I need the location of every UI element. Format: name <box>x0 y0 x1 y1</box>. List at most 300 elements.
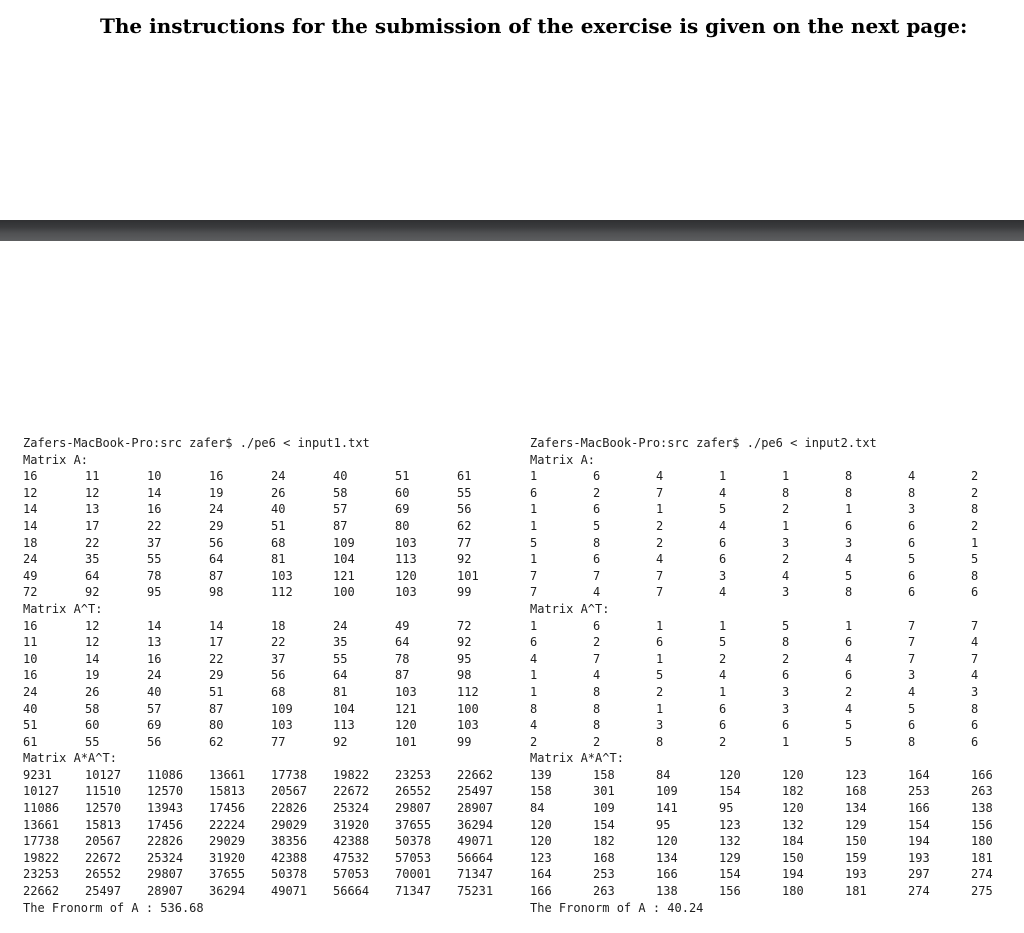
matrix-cell: 61 <box>457 469 472 484</box>
matrix-cell: 121 <box>395 701 417 716</box>
matrix-cell: 120 <box>530 834 552 849</box>
matrix-cell: 1 <box>530 552 538 567</box>
matrix-cell: 6 <box>908 718 916 733</box>
matrix-row <box>23 684 479 701</box>
matrix-cell: 95 <box>147 585 162 600</box>
matrix-cell: 139 <box>530 767 552 782</box>
matrix-cell: 11 <box>23 635 38 650</box>
matrix-cell: 164 <box>908 767 930 782</box>
matrix-cell: 51 <box>271 518 286 533</box>
matrix-cell: 57 <box>333 502 348 517</box>
matrix-cell: 5 <box>593 518 601 533</box>
matrix-cell: 71347 <box>457 867 494 882</box>
matrix-cell: 101 <box>457 568 479 583</box>
matrix-cell: 87 <box>395 668 410 683</box>
matrix-cell: 6 <box>656 635 664 650</box>
matrix-cell: 1 <box>530 518 538 533</box>
matrix-cell: 4 <box>971 635 979 650</box>
matrix-cell: 7 <box>908 618 916 633</box>
matrix-cell: 28907 <box>147 884 184 899</box>
matrix-cell: 10127 <box>23 784 60 799</box>
matrix-cell: 17738 <box>271 767 308 782</box>
matrix-cell: 40 <box>333 469 348 484</box>
matrix-cell: 8 <box>593 718 601 733</box>
matrix-cell: 1 <box>530 469 538 484</box>
matrix-cell: 24 <box>271 469 286 484</box>
matrix-row <box>530 535 979 552</box>
matrix-cell: 17 <box>85 518 100 533</box>
matrix-cell: 132 <box>782 817 804 832</box>
matrix-cell: 6 <box>908 535 916 550</box>
matrix-cell: 24 <box>23 552 38 567</box>
matrix-cell: 121 <box>333 568 355 583</box>
matrix-cell: 99 <box>457 734 472 749</box>
matrix-cell: 6 <box>845 668 853 683</box>
matrix-cell: 7 <box>593 651 601 666</box>
matrix-cell: 29807 <box>395 801 432 816</box>
matrix-cell: 120 <box>782 801 804 816</box>
matrix-cell: 5 <box>845 734 853 749</box>
matrix-cell: 17738 <box>23 834 60 849</box>
matrix-cell: 40 <box>147 684 162 699</box>
matrix-row <box>23 468 472 485</box>
matrix-cell: 37655 <box>209 867 246 882</box>
matrix-row <box>23 651 472 668</box>
matrix-cell: 80 <box>395 518 410 533</box>
matrix-row <box>530 817 993 834</box>
shell-prompt: Zafers-MacBook-Pro:src zafer$ ./pe6 < input2.txt <box>530 436 877 450</box>
matrix-cell: 13 <box>147 635 162 650</box>
matrix-cell: 26552 <box>395 784 432 799</box>
matrix-cell: 56 <box>209 535 224 550</box>
matrix-cell: 6 <box>719 701 727 716</box>
matrix-row <box>23 501 472 518</box>
matrix-cell: 11086 <box>23 801 60 816</box>
matrix-cell: 6 <box>593 502 601 517</box>
matrix-cell: 150 <box>782 850 804 865</box>
matrix-cell: 4 <box>530 651 538 666</box>
matrix-cell: 120 <box>395 568 417 583</box>
matrix-row <box>530 734 979 751</box>
matrix-cell: 7 <box>908 635 916 650</box>
matrix-cell: 1 <box>656 701 664 716</box>
matrix-cell: 8 <box>782 485 790 500</box>
matrix-cell: 4 <box>908 469 916 484</box>
matrix-cell: 40 <box>23 701 38 716</box>
matrix-cell: 4 <box>845 701 853 716</box>
matrix-row <box>23 535 472 552</box>
matrix-cell: 182 <box>593 834 615 849</box>
terminal-output-input1 <box>23 435 494 916</box>
matrix-cell: 22 <box>147 518 162 533</box>
matrix-cell: 180 <box>971 834 993 849</box>
matrix-cell: 8 <box>593 535 601 550</box>
matrix-cell: 181 <box>845 884 867 899</box>
matrix-cell: 37 <box>147 535 162 550</box>
matrix-cell: 61 <box>23 734 38 749</box>
matrix-cell: 3 <box>845 535 853 550</box>
matrix-cell: 29 <box>209 668 224 683</box>
matrix-cell: 103 <box>395 535 417 550</box>
matrix-cell: 113 <box>333 718 355 733</box>
matrix-cell: 58 <box>85 701 100 716</box>
matrix-cell: 4 <box>656 552 664 567</box>
matrix-cell: 16 <box>23 668 38 683</box>
matrix-cell: 109 <box>593 801 615 816</box>
matrix-cell: 14 <box>85 651 100 666</box>
matrix-label: Matrix A: <box>530 452 596 467</box>
matrix-cell: 56 <box>457 502 472 517</box>
matrix-cell: 13 <box>85 502 100 517</box>
matrix-cell: 132 <box>719 834 741 849</box>
matrix-cell: 154 <box>593 817 615 832</box>
matrix-cell: 103 <box>395 684 417 699</box>
matrix-cell: 8 <box>845 585 853 600</box>
matrix-cell: 57053 <box>333 867 370 882</box>
matrix-row <box>530 701 979 718</box>
matrix-cell: 6 <box>971 718 979 733</box>
matrix-cell: 98 <box>209 585 224 600</box>
matrix-row <box>530 767 993 784</box>
matrix-cell: 10127 <box>85 767 122 782</box>
matrix-cell: 6 <box>845 635 853 650</box>
matrix-cell: 7 <box>530 585 538 600</box>
matrix-cell: 35 <box>333 635 348 650</box>
matrix-cell: 50378 <box>395 834 432 849</box>
matrix-cell: 103 <box>271 718 293 733</box>
matrix-cell: 26 <box>271 485 286 500</box>
matrix-row <box>530 551 979 568</box>
matrix-cell: 1 <box>530 668 538 683</box>
matrix-cell: 22662 <box>23 884 60 899</box>
matrix-row <box>23 767 494 784</box>
frobenius-norm-result: The Fronorm of A : 40.24 <box>530 900 704 915</box>
matrix-cell: 55 <box>333 651 348 666</box>
matrix-cell: 134 <box>656 850 678 865</box>
matrix-cell: 84 <box>530 801 545 816</box>
matrix-cell: 72 <box>457 618 472 633</box>
matrix-cell: 156 <box>719 884 741 899</box>
matrix-cell: 181 <box>971 850 993 865</box>
matrix-cell: 80 <box>209 718 224 733</box>
matrix-cell: 154 <box>719 867 741 882</box>
matrix-cell: 5 <box>908 552 916 567</box>
matrix-cell: 7 <box>656 585 664 600</box>
matrix-cell: 2 <box>719 651 727 666</box>
matrix-cell: 138 <box>656 884 678 899</box>
matrix-cell: 69 <box>147 718 162 733</box>
matrix-cell: 26552 <box>85 867 122 882</box>
matrix-row <box>23 800 494 817</box>
matrix-cell: 77 <box>457 535 472 550</box>
matrix-cell: 166 <box>908 801 930 816</box>
matrix-cell: 120 <box>719 767 741 782</box>
matrix-cell: 68 <box>271 535 286 550</box>
matrix-cell: 5 <box>782 618 790 633</box>
matrix-cell: 297 <box>908 867 930 882</box>
matrix-cell: 2 <box>971 469 979 484</box>
matrix-cell: 35 <box>85 552 100 567</box>
matrix-cell: 1 <box>719 469 727 484</box>
matrix-label: Matrix A^T: <box>530 601 610 616</box>
matrix-row <box>530 866 993 883</box>
matrix-cell: 158 <box>593 767 615 782</box>
matrix-cell: 6 <box>593 618 601 633</box>
matrix-cell: 103 <box>395 585 417 600</box>
matrix-row <box>530 833 993 850</box>
matrix-cell: 18 <box>271 618 286 633</box>
matrix-cell: 166 <box>656 867 678 882</box>
matrix-cell: 62 <box>209 734 224 749</box>
matrix-cell: 64 <box>395 635 410 650</box>
matrix-cell: 1 <box>530 618 538 633</box>
matrix-cell: 22662 <box>457 767 494 782</box>
matrix-cell: 37655 <box>395 817 432 832</box>
matrix-label: Matrix A^T: <box>23 601 103 616</box>
matrix-cell: 5 <box>908 701 916 716</box>
matrix-cell: 16 <box>147 651 162 666</box>
matrix-cell: 57053 <box>395 850 432 865</box>
matrix-cell: 42388 <box>333 834 370 849</box>
matrix-cell: 123 <box>719 817 741 832</box>
matrix-row <box>23 866 494 883</box>
matrix-cell: 38356 <box>271 834 308 849</box>
matrix-row <box>530 518 979 535</box>
matrix-cell: 92 <box>457 635 472 650</box>
matrix-row <box>530 684 979 701</box>
matrix-cell: 7 <box>656 568 664 583</box>
matrix-cell: 17456 <box>209 801 246 816</box>
matrix-cell: 2 <box>656 535 664 550</box>
matrix-cell: 56 <box>147 734 162 749</box>
matrix-cell: 2 <box>593 485 601 500</box>
matrix-cell: 7 <box>971 651 979 666</box>
matrix-cell: 15813 <box>85 817 122 832</box>
matrix-cell: 263 <box>971 784 993 799</box>
matrix-cell: 4 <box>593 668 601 683</box>
matrix-row <box>23 734 472 751</box>
matrix-cell: 56664 <box>457 850 494 865</box>
matrix-cell: 109 <box>333 535 355 550</box>
matrix-cell: 1 <box>719 684 727 699</box>
matrix-cell: 78 <box>395 651 410 666</box>
matrix-cell: 2 <box>782 502 790 517</box>
matrix-cell: 6 <box>719 535 727 550</box>
matrix-cell: 263 <box>593 884 615 899</box>
matrix-cell: 8 <box>782 635 790 650</box>
matrix-cell: 2 <box>719 734 727 749</box>
matrix-cell: 87 <box>333 518 348 533</box>
matrix-cell: 7 <box>908 651 916 666</box>
matrix-cell: 2 <box>593 734 601 749</box>
matrix-cell: 4 <box>971 668 979 683</box>
matrix-cell: 5 <box>530 535 538 550</box>
matrix-cell: 4 <box>782 568 790 583</box>
matrix-cell: 14 <box>209 618 224 633</box>
matrix-cell: 22 <box>271 635 286 650</box>
matrix-cell: 24 <box>147 668 162 683</box>
matrix-cell: 193 <box>908 850 930 865</box>
matrix-cell: 25497 <box>85 884 122 899</box>
matrix-cell: 25497 <box>457 784 494 799</box>
matrix-cell: 2 <box>593 635 601 650</box>
matrix-cell: 104 <box>333 552 355 567</box>
matrix-cell: 77 <box>271 734 286 749</box>
matrix-cell: 51 <box>395 469 410 484</box>
matrix-row <box>23 883 494 900</box>
matrix-cell: 138 <box>971 801 993 816</box>
matrix-cell: 5 <box>845 568 853 583</box>
matrix-cell: 2 <box>782 651 790 666</box>
matrix-cell: 100 <box>333 585 355 600</box>
matrix-cell: 24 <box>333 618 348 633</box>
matrix-cell: 12 <box>85 485 100 500</box>
matrix-cell: 64 <box>209 552 224 567</box>
matrix-cell: 14 <box>147 485 162 500</box>
matrix-cell: 14 <box>23 518 38 533</box>
matrix-cell: 69 <box>395 502 410 517</box>
page-break-divider <box>0 220 1024 241</box>
matrix-cell: 19822 <box>23 850 60 865</box>
matrix-cell: 98 <box>457 668 472 683</box>
matrix-row <box>23 717 479 734</box>
matrix-cell: 6 <box>593 552 601 567</box>
matrix-row <box>530 883 993 900</box>
matrix-cell: 55 <box>147 552 162 567</box>
matrix-cell: 120 <box>782 767 804 782</box>
matrix-cell: 1 <box>782 469 790 484</box>
matrix-row <box>23 618 472 635</box>
matrix-cell: 12 <box>23 485 38 500</box>
matrix-cell: 16 <box>147 502 162 517</box>
matrix-row <box>23 634 472 651</box>
matrix-cell: 81 <box>333 684 348 699</box>
matrix-cell: 4 <box>656 469 664 484</box>
matrix-cell: 78 <box>147 568 162 583</box>
matrix-cell: 168 <box>593 850 615 865</box>
matrix-cell: 37 <box>271 651 286 666</box>
matrix-cell: 112 <box>271 585 293 600</box>
matrix-cell: 17456 <box>147 817 184 832</box>
matrix-cell: 7 <box>593 568 601 583</box>
matrix-cell: 16 <box>23 618 38 633</box>
matrix-cell: 36294 <box>209 884 246 899</box>
matrix-cell: 51 <box>23 718 38 733</box>
matrix-cell: 47532 <box>333 850 370 865</box>
matrix-cell: 87 <box>209 701 224 716</box>
matrix-cell: 141 <box>656 801 678 816</box>
matrix-cell: 150 <box>845 834 867 849</box>
matrix-cell: 134 <box>845 801 867 816</box>
matrix-cell: 55 <box>457 485 472 500</box>
matrix-cell: 2 <box>845 684 853 699</box>
matrix-row <box>23 485 472 502</box>
matrix-cell: 6 <box>782 668 790 683</box>
matrix-cell: 55 <box>85 734 100 749</box>
matrix-cell: 120 <box>530 817 552 832</box>
matrix-cell: 50378 <box>271 867 308 882</box>
matrix-cell: 2 <box>656 684 664 699</box>
matrix-row <box>530 667 979 684</box>
matrix-cell: 22826 <box>147 834 184 849</box>
matrix-cell: 129 <box>719 850 741 865</box>
matrix-row <box>23 518 472 535</box>
matrix-label: Matrix A: <box>23 452 89 467</box>
matrix-cell: 12 <box>85 635 100 650</box>
matrix-cell: 1 <box>656 502 664 517</box>
matrix-cell: 84 <box>656 767 671 782</box>
matrix-cell: 3 <box>908 502 916 517</box>
matrix-cell: 8 <box>971 502 979 517</box>
matrix-cell: 8 <box>971 568 979 583</box>
matrix-cell: 1 <box>845 618 853 633</box>
matrix-cell: 4 <box>593 585 601 600</box>
matrix-cell: 20567 <box>85 834 122 849</box>
matrix-cell: 166 <box>971 767 993 782</box>
matrix-cell: 4 <box>908 684 916 699</box>
matrix-cell: 2 <box>971 485 979 500</box>
matrix-cell: 164 <box>530 867 552 882</box>
matrix-row <box>23 584 472 601</box>
matrix-cell: 1 <box>656 618 664 633</box>
matrix-cell: 36294 <box>457 817 494 832</box>
matrix-cell: 10 <box>23 651 38 666</box>
matrix-cell: 75231 <box>457 884 494 899</box>
matrix-cell: 6 <box>593 469 601 484</box>
matrix-cell: 19 <box>85 668 100 683</box>
matrix-cell: 8 <box>593 684 601 699</box>
matrix-cell: 4 <box>845 651 853 666</box>
matrix-cell: 92 <box>457 552 472 567</box>
matrix-cell: 1 <box>971 535 979 550</box>
matrix-row <box>530 634 979 651</box>
matrix-cell: 184 <box>782 834 804 849</box>
matrix-cell: 12570 <box>147 784 184 799</box>
matrix-cell: 253 <box>908 784 930 799</box>
matrix-cell: 18 <box>23 535 38 550</box>
page-title: The instructions for the submission of the exercise is given on the next page: <box>100 14 968 38</box>
matrix-cell: 2 <box>656 518 664 533</box>
matrix-cell: 24 <box>23 684 38 699</box>
matrix-cell: 81 <box>271 552 286 567</box>
matrix-cell: 194 <box>908 834 930 849</box>
matrix-cell: 104 <box>333 701 355 716</box>
matrix-cell: 129 <box>845 817 867 832</box>
matrix-cell: 8 <box>845 469 853 484</box>
matrix-cell: 6 <box>530 635 538 650</box>
matrix-cell: 22224 <box>209 817 246 832</box>
terminal-output-input2 <box>530 435 993 916</box>
matrix-row <box>530 584 979 601</box>
matrix-cell: 12 <box>85 618 100 633</box>
matrix-cell: 123 <box>845 767 867 782</box>
matrix-cell: 40 <box>271 502 286 517</box>
matrix-row <box>23 701 479 718</box>
matrix-cell: 25324 <box>333 801 370 816</box>
matrix-cell: 8 <box>908 485 916 500</box>
matrix-cell: 62 <box>457 518 472 533</box>
matrix-cell: 60 <box>395 485 410 500</box>
matrix-cell: 193 <box>845 867 867 882</box>
matrix-cell: 1 <box>782 734 790 749</box>
matrix-cell: 274 <box>908 884 930 899</box>
matrix-row <box>530 485 979 502</box>
matrix-cell: 103 <box>271 568 293 583</box>
matrix-cell: 22672 <box>333 784 370 799</box>
matrix-cell: 6 <box>908 585 916 600</box>
matrix-cell: 64 <box>333 668 348 683</box>
matrix-cell: 58 <box>333 485 348 500</box>
